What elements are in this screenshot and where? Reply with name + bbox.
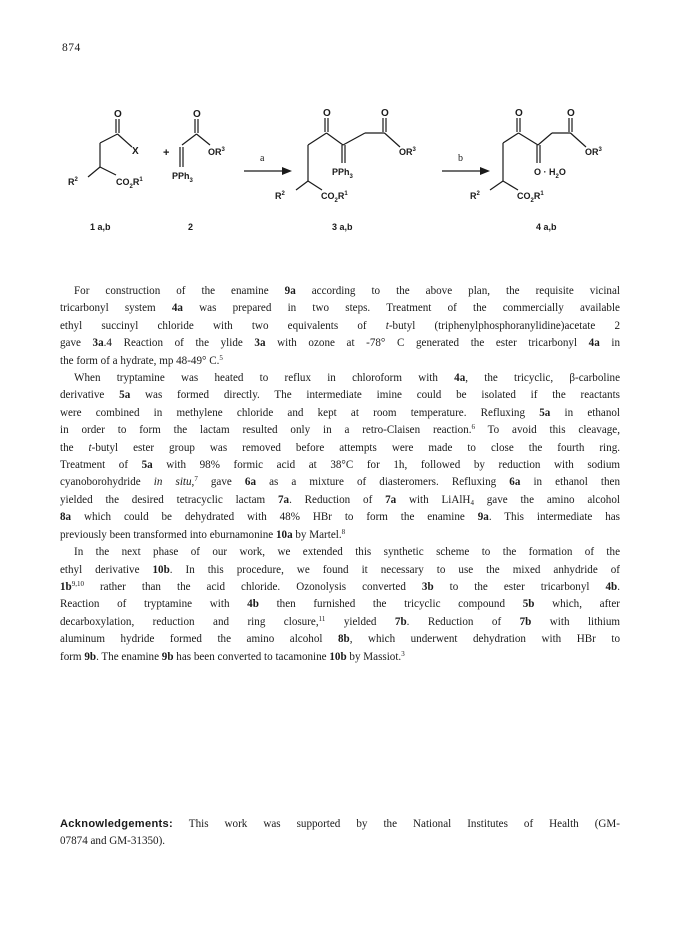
hydrate-group-4: $O \cdot H_2O$ — [534, 167, 566, 180]
ack-heading: Acknowledgements: — [60, 818, 173, 830]
text-line: $1b^{9,10}$ rather than the acid chloride. Ozonolysis converted 3b to the ester tricarbonyl 4b. — [60, 579, 620, 593]
plus-sign: + — [163, 147, 170, 159]
text-line: decarboxylation, reduction and ring closure,$^{11}$ yielded 7b. Reduction of 7b with lithium — [60, 614, 620, 628]
paragraph-2 — [60, 370, 620, 544]
text-line: tricarbonyl system 4a was prepared in two steps. Treatment of the commercially available — [60, 302, 620, 315]
text-line: 8a which could be dehydrated with 48% HBr to form the enamine 9a. This intermediate has — [60, 511, 620, 524]
or3-group-4: $OR^3$ — [585, 147, 602, 157]
co2r1-group-3: $CO_2R^1$ — [321, 191, 348, 204]
page-number: 874 — [62, 42, 81, 54]
pph3-group-2: PPh$_3$ — [172, 171, 193, 184]
text-line: gave 3a.4 Reaction of the ylide 3a with ozone at -78° C generated the ester tricarbonyl 4a in — [60, 337, 621, 350]
ack-line-2: 07874 and GM-31350). — [60, 835, 166, 848]
body-text — [60, 283, 620, 666]
text-line: in order to form the lactam resulted only in a retro-Claisen reaction.$^6$ To avoid this cleavage, — [60, 423, 620, 437]
compound-label-3: 3 a,b — [332, 222, 353, 232]
acknowledgements — [60, 816, 620, 851]
arrow-a-label: a — [260, 153, 265, 164]
r2-group-1: $R^2$ — [68, 177, 78, 187]
oxygen-atom-2: O — [193, 109, 201, 120]
oxygen-atom-3a: O — [323, 108, 331, 119]
ack-text: This work was supported by the National Institutes of Health (GM- — [188, 818, 620, 830]
ack-line-1 — [60, 816, 620, 833]
text-line: When tryptamine was heated to reflux in chloroform with 4a, the tricyclic, β-carboline — [74, 372, 620, 385]
oxygen-atom-3b: O — [381, 108, 389, 119]
text-line: cyanoborohydride in situ,$^7$ gave 6a as a mixture of diasteromers. Refluxing 6a in ethanol then — [60, 475, 620, 489]
text-line: ethyl succinyl chloride with two equivalents of t-butyl (triphenylphosphoranylidine)acetate 2 — [60, 319, 620, 332]
text-line: previously been transformed into eburnamonine 10a by Martel.$^8$ — [60, 527, 346, 541]
text-line: derivative 5a was formed directly. The intermediate imine could be isolated if the reactants — [60, 389, 620, 402]
co2r1-group-4: $CO_2R^1$ — [517, 191, 544, 204]
r2-group-4: $R^2$ — [470, 191, 480, 201]
or3-group-2: $OR^3$ — [208, 147, 225, 157]
paragraph-3 — [60, 544, 620, 666]
text-line: yielded the desired tetracyclic lactam 7a. Reduction of 7a with LiAlH$_4$ gave the amino alcohol — [60, 493, 620, 507]
or3-group-3: $OR^3$ — [399, 147, 416, 157]
text-line: were combined in methylene chloride and kept at room temperature. Refluxing 5a in ethanol — [60, 406, 620, 419]
compound-label-4: 4 a,b — [536, 222, 557, 232]
oxygen-atom-4b: O — [567, 108, 575, 119]
text-line: ethyl derivative 10b. In this procedure, we found it necessary to use the mixed anhydride of — [60, 563, 620, 576]
text-line: Reaction of tryptamine with 4b then furnished the tricyclic compound 5b which, after — [60, 598, 620, 611]
r2-group-3: $R^2$ — [275, 191, 285, 201]
pph3-group-3: PPh$_3$ — [332, 167, 353, 180]
paragraph-1 — [60, 283, 620, 370]
co2r1-group-1: $CO_2R^1$ — [116, 177, 143, 190]
compound-label-1: 1 a,b — [90, 222, 111, 232]
oxygen-atom-1: O — [114, 109, 122, 120]
reaction-scheme — [60, 105, 620, 250]
text-line: For construction of the enamine 9a according to the above plan, the requisite vicinal — [74, 285, 620, 297]
compound-label-2: 2 — [188, 222, 194, 232]
text-line: the form of a hydrate, mp 48-49° C.$^5$ — [60, 353, 223, 367]
text-line: In the next phase of our work, we extended this synthetic scheme to the formation of the — [74, 546, 620, 559]
x-group: X — [132, 146, 139, 157]
oxygen-atom-4a: O — [515, 108, 523, 119]
text-line: the t-butyl ester group was removed before attempts were made to close the fourth ring. — [60, 441, 621, 454]
arrow-b-label: b — [458, 153, 463, 164]
text-line: aluminum hydride formed the amino alcohol 8b, which underwent dehydration with HBr to — [60, 633, 620, 646]
text-line: Treatment of 5a with 98% formic acid at 38°C for 1h, followed by reduction with sodium — [60, 459, 620, 472]
text-line: form 9b. The enamine 9b has been converted to tacamonine 10b by Massiot.$^3$ — [60, 649, 405, 663]
